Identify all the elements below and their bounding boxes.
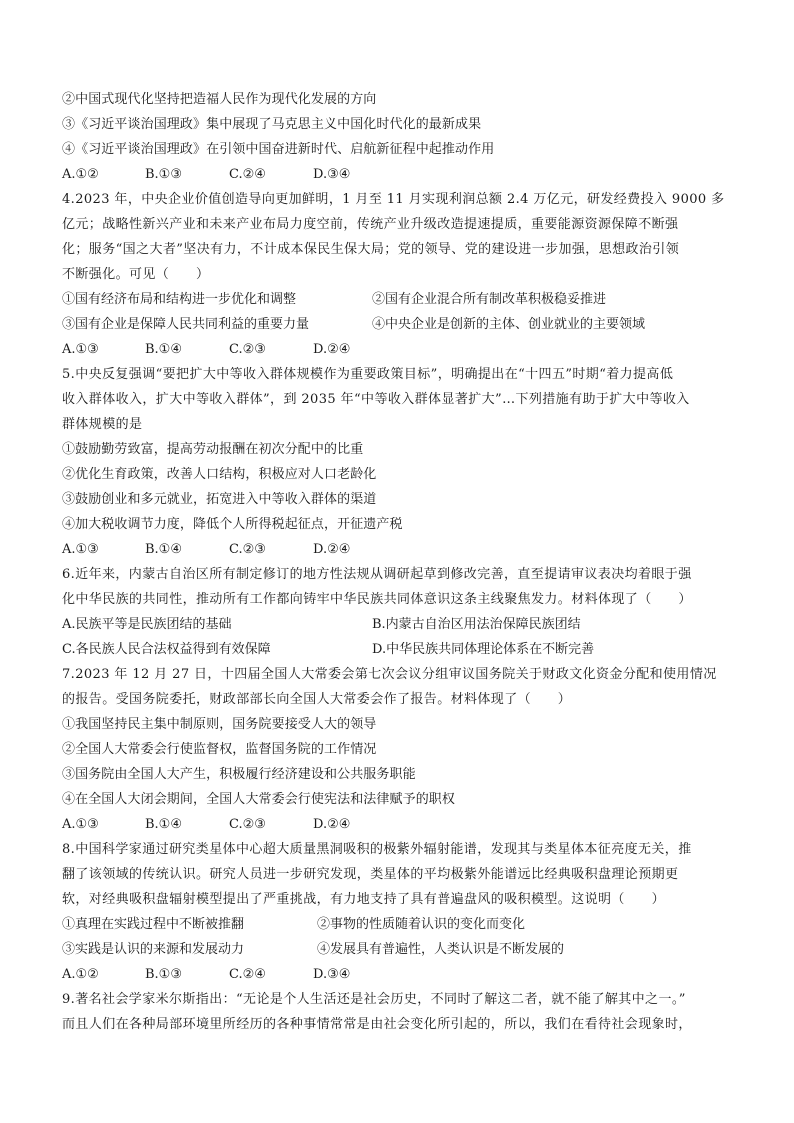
q4-option-c: C.②③ xyxy=(229,342,266,357)
q8-item-4: ④发展具有普遍性，人类认识是不断发展的 xyxy=(317,942,565,957)
q8-stem-line: 翻了该领域的传统认识。研究人员进一步研究发现，类星体的平均极紫外能谱远比经典吸积盘理论预期更 xyxy=(62,867,679,882)
q4-item-4: ④中央企业是创新的主体、创业就业的主要领域 xyxy=(372,317,646,332)
q8-stem-line: 软，对经典吸积盘辐射模型提出了严重挑战，有力地支持了具有普遍盘风的吸积模型。这说明（ ） xyxy=(62,892,666,907)
q8-option-a: A.①② xyxy=(62,967,99,982)
q6-options-row-1 xyxy=(62,612,742,637)
q4-item-2: ②国有企业混合所有制改革积极稳妥推进 xyxy=(372,292,607,307)
q4-option-b: B.①④ xyxy=(145,342,182,357)
q4-stem-line: 4.2023 年，中央企业价值创造导向更加鲜明，1 月至 11 月实现利润总额 2.4 万亿元，研发经费投入 9000 多 xyxy=(62,192,725,207)
q7-item-3: ③国务院由全国人大产生，积极履行经济建设和公共服务职能 xyxy=(62,767,416,782)
q7-stem-line: 的报告。受国务院委托，财政部部长向全国人大常委会作了报告。材料体现了（ ） xyxy=(62,692,572,707)
q4-stem-line: 不断强化。可见（ ） xyxy=(62,267,210,282)
q5-item-1: ①鼓励勤劳致富，提高劳动报酬在初次分配中的比重 xyxy=(62,442,364,457)
q7-options xyxy=(62,812,742,837)
q6-stem-line: 6.近年来，内蒙古自治区所有制定修订的地方性法规从调研起草到修改完善，直至提请审议表决均着眼于强 xyxy=(62,567,692,582)
q3-item-3: ③《习近平谈治国理政》集中展现了马克思主义中国化时代化的最新成果 xyxy=(62,117,482,132)
q5-option-d: D.②④ xyxy=(313,542,351,557)
q5-item-3: ③鼓励创业和多元就业，拓宽进入中等收入群体的渠道 xyxy=(62,492,377,507)
q5-option-c: C.②③ xyxy=(229,542,266,557)
q5-stem-line: 群体规模的是 xyxy=(62,417,143,432)
q3-option-b: B.①③ xyxy=(145,167,182,182)
q4-item-3: ③国有企业是保障人民共同利益的重要力量 xyxy=(62,317,310,332)
q3-option-c: C.②④ xyxy=(229,167,266,182)
q3-options xyxy=(62,162,742,187)
q6-option-d: D.中华民族共同体理论体系在不断完善 xyxy=(372,642,595,657)
q7-stem-line: 7.2023 年 12 月 27 日，十四届全国人大常委会第七次会议分组审议国务院关于财政文化资金分配和使用情况 xyxy=(62,667,717,682)
q4-items-row-1 xyxy=(62,287,742,312)
q8-item-3: ③实践是认识的来源和发展动力 xyxy=(62,942,245,957)
q4-items-row-2 xyxy=(62,312,742,337)
q8-items-row-2 xyxy=(62,937,742,962)
q4-stem-line: 亿元；战略性新兴产业和未来产业布局力度空前，传统产业升级改造提速提质，重要能源资源保障不断强 xyxy=(62,217,679,232)
q5-item-2: ②优化生育政策，改善人口结构，积极应对人口老龄化 xyxy=(62,467,377,482)
q5-option-b: B.①④ xyxy=(145,542,182,557)
q8-option-d: D.③④ xyxy=(313,967,351,982)
q8-item-2: ②事物的性质随着认识的变化而变化 xyxy=(317,917,526,932)
q5-options xyxy=(62,537,742,562)
q8-options xyxy=(62,962,742,987)
q3-item-2: ②中国式现代化坚持把造福人民作为现代化发展的方向 xyxy=(62,92,377,107)
q9-stem-line: 9.著名社会学家米尔斯指出：“无论是个人生活还是社会历史，不同时了解这二者，就不能了解其中之一。” xyxy=(62,992,686,1007)
q3-option-a: A.①② xyxy=(62,167,99,182)
q8-option-c: C.②④ xyxy=(229,967,266,982)
q6-option-c: C.各民族人民合法权益得到有效保障 xyxy=(62,642,271,657)
q4-stem-line: 化；服务“国之大者”坚决有力，不计成本保民生保大局；党的领导、党的建设进一步加强，思想政治引领 xyxy=(62,242,680,257)
q4-options xyxy=(62,337,742,362)
q5-stem-line: 收入群体收入，扩大中等收入群体”，到 2035 年“中等收入群体显著扩大”…下列措施有助于扩大中等收入 xyxy=(62,392,690,407)
q4-option-d: D.②④ xyxy=(313,342,351,357)
q7-item-4: ④在全国人大闭会期间，全国人大常委会行使宪法和法律赋予的职权 xyxy=(62,792,456,807)
q6-stem-line: 化中华民族的共同性，推动所有工作都向铸牢中华民族共同体意识这条主线聚焦发力。材料体现了（ ） xyxy=(62,592,692,607)
q7-option-d: D.②④ xyxy=(313,817,351,832)
q4-option-a: A.①③ xyxy=(62,342,99,357)
q3-item-4: ④《习近平谈治国理政》在引领中国奋进新时代、启航新征程中起推动作用 xyxy=(62,142,495,157)
q8-items-row-1 xyxy=(62,912,742,937)
q3-option-d: D.③④ xyxy=(313,167,351,182)
q6-option-a: A.民族平等是民族团结的基础 xyxy=(62,617,232,632)
q6-option-b: B.内蒙古自治区用法治保障民族团结 xyxy=(372,617,581,632)
q9-stem-line: 而且人们在各种局部环境里所经历的各种事情常常是由社会变化所引起的，所以，我们在看待社会现象时， xyxy=(62,1017,692,1032)
q5-option-a: A.①③ xyxy=(62,542,99,557)
q8-item-1: ①真理在实践过程中不断被推翻 xyxy=(62,917,245,932)
q6-options-row-2 xyxy=(62,637,742,662)
q7-option-c: C.②③ xyxy=(229,817,266,832)
q8-option-b: B.①③ xyxy=(145,967,182,982)
exam-page xyxy=(62,87,742,1037)
q7-option-a: A.①③ xyxy=(62,817,99,832)
q5-item-4: ④加大税收调节力度，降低个人所得税起征点，开征遗产税 xyxy=(62,517,403,532)
q7-item-1: ①我国坚持民主集中制原则，国务院要接受人大的领导 xyxy=(62,717,377,732)
q7-item-2: ②全国人大常委会行使监督权，监督国务院的工作情况 xyxy=(62,742,377,757)
q8-stem-line: 8.中国科学家通过研究类星体中心超大质量黑洞吸积的极紫外辐射能谱，发现其与类星体本征亮度无关，推 xyxy=(62,842,692,857)
q4-item-1: ①国有经济布局和结构进一步优化和调整 xyxy=(62,292,297,307)
q7-option-b: B.①④ xyxy=(145,817,182,832)
q5-stem-line: 5.中央反复强调“要把扩大中等收入群体规模作为重要政策目标”，明确提出在“十四五”时期“着力提高低 xyxy=(62,367,674,382)
